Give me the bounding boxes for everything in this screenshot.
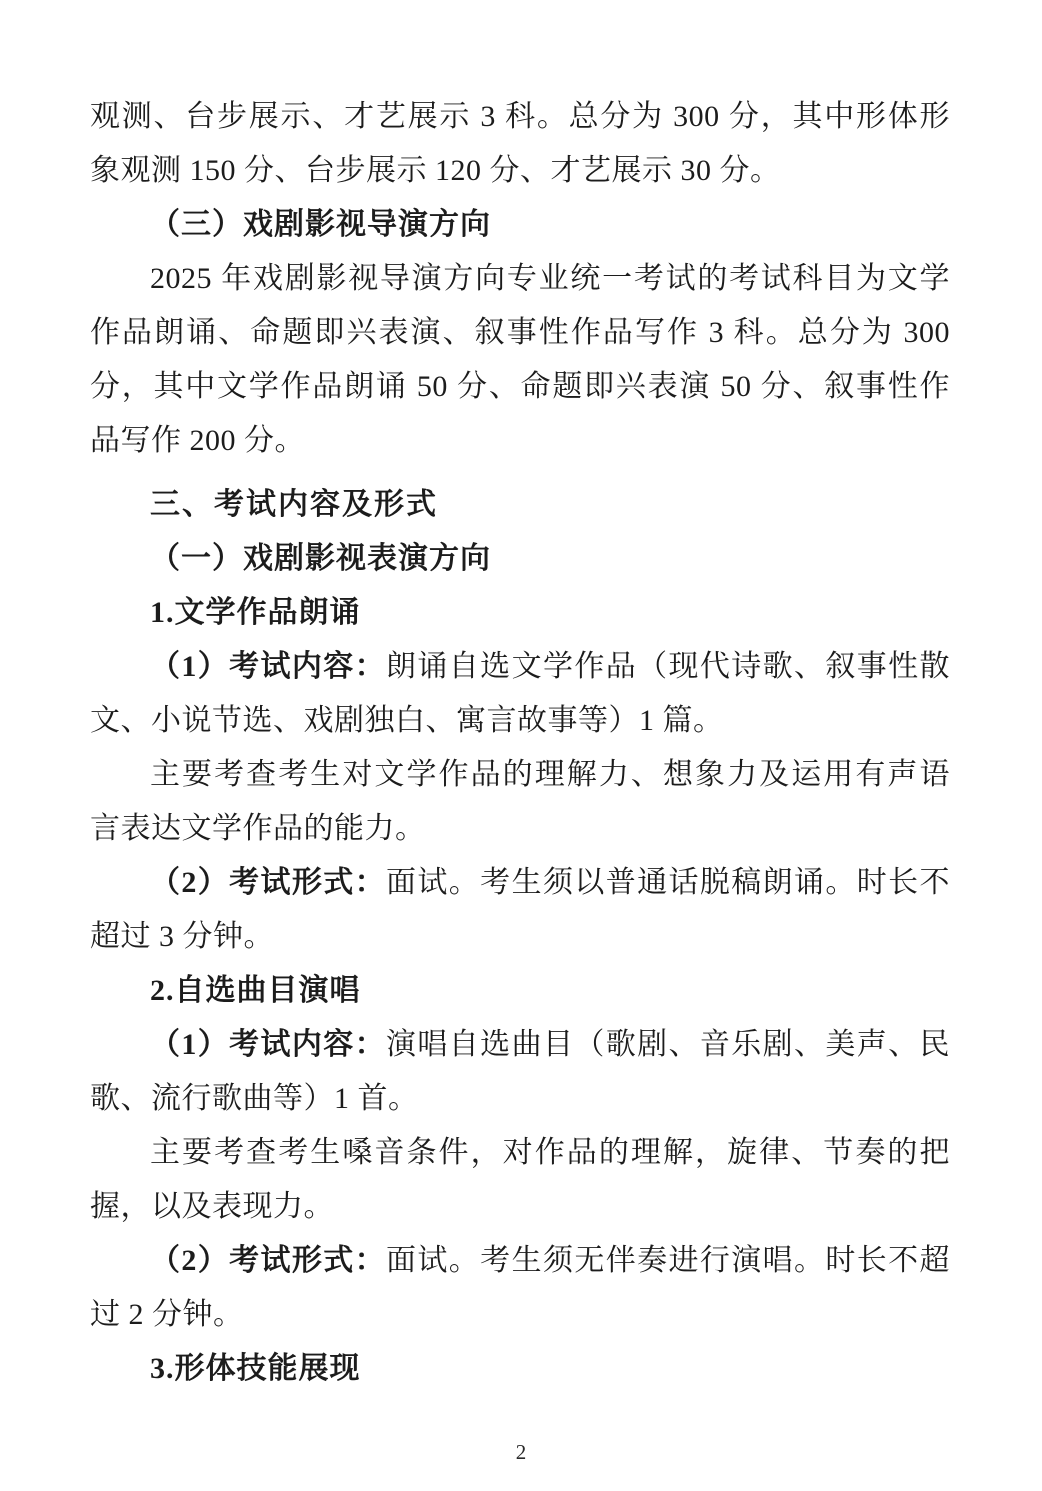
text-run: 握，以及表现力。: [90, 1190, 334, 1223]
text-run-bold: 3.形体技能展现: [150, 1352, 361, 1385]
text-line: [90, 856, 950, 910]
text-run: 主要考查考生嗓音条件，对作品的理解，旋律、节奏的把: [150, 1136, 950, 1169]
text-line: [90, 748, 950, 802]
text-run: 品写作 200 分。: [90, 424, 305, 457]
text-run: 分，其中文学作品朗诵 50 分、命题即兴表演 50 分、叙事性作: [90, 370, 950, 403]
text-run-bold: 三、考试内容及形式: [150, 487, 438, 522]
text-run: 象观测 150 分、台步展示 120 分、才艺展示 30 分。: [90, 154, 781, 187]
text-run: 歌、流行歌曲等）1 首。: [90, 1082, 419, 1115]
text-run: 过 2 分钟。: [90, 1298, 244, 1331]
text-run: 2025 年戏剧影视导演方向专业统一考试的考试科目为文学: [150, 262, 950, 295]
text-run: 超过 3 分钟。: [90, 920, 274, 953]
text-line: [90, 414, 950, 468]
document-body: [90, 90, 950, 1396]
text-line: [90, 252, 950, 306]
text-line: [90, 802, 950, 856]
text-run-bold: （一）戏剧影视表演方向: [150, 542, 491, 575]
text-run: 朗诵自选文学作品（现代诗歌、叙事性散: [386, 650, 951, 683]
text-line: [90, 910, 950, 964]
text-run: 演唱自选曲目（歌剧、音乐剧、美声、民: [386, 1028, 951, 1061]
text-line: [90, 1018, 950, 1072]
text-line: [90, 144, 950, 198]
text-run-bold: 2.自选曲目演唱: [150, 974, 361, 1007]
text-run: 观测、台步展示、才艺展示 3 科。总分为 300 分，其中形体形: [90, 100, 950, 133]
text-line: [90, 360, 950, 414]
text-line: [90, 1126, 950, 1180]
text-run-bold: （2）考试形式：: [150, 866, 387, 899]
text-line: [90, 1180, 950, 1234]
heading-line: [90, 1342, 950, 1396]
heading-line: [90, 532, 950, 586]
text-run: 面试。考生须无伴奏进行演唱。时长不超: [386, 1244, 951, 1277]
text-run: 面试。考生须以普通话脱稿朗诵。时长不: [386, 866, 951, 899]
text-run-bold: （1）考试内容：: [150, 650, 387, 683]
heading-line: [90, 198, 950, 252]
text-run: 作品朗诵、命题即兴表演、叙事性作品写作 3 科。总分为 300: [90, 316, 950, 349]
heading-line: [90, 964, 950, 1018]
text-line: [90, 640, 950, 694]
text-line: [90, 694, 950, 748]
text-run-bold: 1.文学作品朗诵: [150, 596, 361, 629]
text-run: 言表达文学作品的能力。: [90, 812, 426, 845]
text-line: [90, 1234, 950, 1288]
text-line: [90, 1288, 950, 1342]
heading-line: [90, 478, 950, 532]
text-run-bold: （1）考试内容：: [150, 1028, 387, 1061]
text-line: [90, 306, 950, 360]
page-number: 2: [515, 1440, 527, 1464]
heading-line: [90, 586, 950, 640]
text-line: [90, 1072, 950, 1126]
text-run: 主要考查考生对文学作品的理解力、想象力及运用有声语: [150, 758, 950, 791]
text-line: [90, 90, 950, 144]
text-run-bold: （三）戏剧影视导演方向: [150, 208, 491, 241]
text-run: 文、小说节选、戏剧独白、寓言故事等）1 篇。: [90, 704, 724, 737]
text-run-bold: （2）考试形式：: [150, 1244, 387, 1277]
